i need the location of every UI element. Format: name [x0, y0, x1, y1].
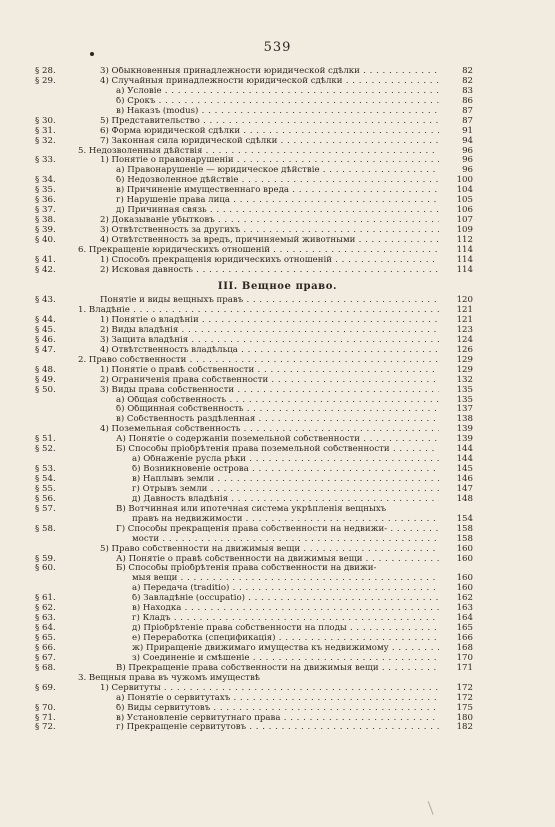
- entry-title: а) Передача (traditio) . . .: [132, 584, 439, 594]
- entry-page-number: 124: [456, 334, 473, 345]
- entry-page-number: 132: [456, 374, 473, 385]
- entry-page-number: 96: [462, 145, 473, 156]
- entry-title: Г) Способы прекращенія права собственности на недвижи- . . .: [116, 525, 439, 535]
- section-number: § 58.: [35, 523, 56, 534]
- entry-title: а) Правонарушеніе — юридическое дѣйствіе . . .: [116, 166, 439, 176]
- entry-title: 1) Сервитуты . . .: [100, 684, 439, 694]
- entry-title: 3) Защита владѣнія . . .: [100, 336, 439, 346]
- entry-title: 3. Вещныя права въ чужомъ имуществѣ: [78, 673, 260, 683]
- entry-title: в) Установленіе сервитутнаго права . . .: [116, 714, 439, 724]
- section-number: § 46.: [35, 334, 56, 345]
- section-number: § 69.: [35, 682, 56, 693]
- section-number: § 67.: [35, 652, 56, 663]
- page-number: 539: [263, 40, 292, 55]
- entry-title: в) Наплывъ земли . . .: [132, 475, 439, 485]
- section-number: § 41.: [35, 254, 56, 265]
- section-number: § 72.: [35, 722, 56, 733]
- entry-title: 1. Владѣніе . . .: [78, 306, 439, 316]
- entry-page-number: 105: [456, 195, 473, 206]
- section-number: § 42.: [35, 264, 56, 275]
- section-number: § 34.: [35, 175, 56, 186]
- section-heading: [0, 277, 555, 296]
- entry-title: 2) Виды владѣнія . . .: [100, 326, 439, 336]
- section-number: § 68.: [35, 662, 56, 673]
- entry-page-number: 104: [456, 185, 473, 196]
- section-number: § 59.: [35, 553, 56, 564]
- entry-page-number: 112: [456, 234, 473, 245]
- entry-title: а) Условіе . . .: [116, 87, 439, 97]
- entry-title: е) Переработка (спецификація) . . .: [132, 634, 439, 644]
- entry-title: А) Понятіе о правѣ собственности на движимыя вещи . . .: [116, 555, 439, 565]
- entry-title: б) Общинная собственность . . .: [116, 405, 439, 415]
- entry-title: 4) Отвѣтственность за вредъ, причиняемый животными . . .: [100, 236, 439, 246]
- entry-title: 5. Недозволенныя дѣйствія . . .: [78, 147, 439, 157]
- entry-page-number: 138: [456, 414, 473, 425]
- entry-title: 5) Право собственности на движимыя вещи . . .: [100, 545, 439, 555]
- section-number: § 45.: [35, 324, 56, 335]
- section-number: § 55.: [35, 483, 56, 494]
- section-number: § 51.: [35, 434, 56, 445]
- entry-page-number: 94: [462, 135, 473, 146]
- section-number: § 62.: [35, 603, 56, 614]
- entry-title: 1) Понятіе о правѣ собственности . . .: [100, 366, 439, 376]
- section-number: § 40.: [35, 234, 56, 245]
- pencil-mark: [428, 799, 439, 815]
- entry-title: 4) Поземельная собственность . . .: [100, 425, 439, 435]
- entry-title: 3) Отвѣтственность за другихъ . . .: [100, 226, 439, 236]
- entry-title: д) Причинная связь . . .: [116, 206, 439, 216]
- entry-title: 6) Форма юридической сдѣлки . . .: [100, 127, 439, 137]
- entry-page-number: 129: [456, 354, 473, 365]
- entry-title: В) Прекращеніе права собственности на движимыя вещи . . .: [116, 664, 439, 674]
- entry-page-number: 182: [456, 722, 473, 733]
- toc-row: [0, 555, 555, 565]
- section-number: § 33.: [35, 155, 56, 166]
- section-number: § 48.: [35, 364, 56, 375]
- entry-page-number: 146: [456, 474, 473, 485]
- section-number: § 54.: [35, 474, 56, 485]
- section-number: § 30.: [35, 115, 56, 126]
- toc-row: [0, 723, 555, 733]
- entry-page-number: 107: [456, 215, 473, 226]
- entry-page-number: 114: [456, 244, 473, 255]
- section-number: § 66.: [35, 642, 56, 653]
- entry-page-number: 86: [462, 95, 473, 106]
- entry-page-number: 154: [456, 513, 473, 524]
- entry-title: 1) Понятіе о правонарушеніи . . .: [100, 156, 439, 166]
- entry-page-number: 158: [456, 523, 473, 534]
- entry-page-number: 126: [456, 344, 473, 355]
- entry-page-number: 121: [456, 315, 473, 326]
- entry-title: Б) Способы пріобрѣтенія права собственности на движи-: [116, 564, 377, 574]
- entry-page-number: 83: [462, 85, 473, 96]
- entry-title: 6. Прекращеніе юридическихъ отношеній . . .: [78, 246, 439, 256]
- entry-page-number: 135: [456, 384, 473, 395]
- entry-title: 1) Способъ прекращенія юридическихъ отношеній . . .: [100, 256, 439, 266]
- section-number: § 52.: [35, 444, 56, 455]
- section-number: § 43.: [35, 295, 56, 306]
- entry-page-number: 162: [456, 593, 473, 604]
- section-number: § 39.: [35, 225, 56, 235]
- ink-dot: [90, 52, 94, 56]
- section-number: § 50.: [35, 384, 56, 395]
- toc-row: [0, 495, 555, 505]
- section-number: § 60.: [35, 563, 56, 574]
- entry-title: 2. Право собственности . . .: [78, 356, 439, 366]
- entry-page-number: 144: [456, 454, 473, 465]
- entry-page-number: 144: [456, 444, 473, 455]
- entry-page-number: 123: [456, 324, 473, 335]
- toc-row: [0, 664, 555, 674]
- entry-page-number: 160: [456, 543, 473, 554]
- entry-title: б) Завладѣніе (occupatio) . . .: [132, 594, 439, 604]
- section-number: § 65.: [35, 633, 56, 644]
- entry-title: г) Прекращеніе сервитутовъ . . .: [116, 723, 439, 733]
- section-number: § 71.: [35, 712, 56, 723]
- entry-page-number: 175: [456, 702, 473, 713]
- entry-title: 4) Случайныя принадлежности юридической сдѣлки . . .: [100, 77, 439, 87]
- entry-page-number: 168: [456, 642, 473, 653]
- section-number: § 36.: [35, 195, 56, 206]
- entry-page-number: 171: [456, 662, 473, 673]
- entry-title: мости . . .: [132, 535, 439, 545]
- entry-page-number: 166: [456, 633, 473, 644]
- section-number: § 61.: [35, 593, 56, 604]
- section-number: § 47.: [35, 344, 56, 355]
- entry-page-number: 96: [462, 155, 473, 166]
- entry-page-number: 172: [456, 692, 473, 703]
- entry-title: 1) Понятіе о владѣніи . . .: [100, 316, 439, 326]
- entry-title: 4) Отвѣтственность владѣльца . . .: [100, 346, 439, 356]
- entry-page-number: 114: [456, 254, 473, 265]
- section-number: § 64.: [35, 623, 56, 634]
- entry-title: а) Обнаженіе русла рѣки . . .: [132, 455, 439, 465]
- toc-row: [0, 266, 555, 277]
- entry-title: ж) Приращеніе движимаго имущества къ недвижимому . . .: [132, 644, 439, 654]
- entry-title: 7) Законная сила юридической сдѣлки . . .: [100, 137, 439, 147]
- section-number: § 44.: [35, 315, 56, 326]
- entry-page-number: 96: [462, 165, 473, 176]
- section-number: § 35.: [35, 185, 56, 196]
- entry-page-number: 180: [456, 712, 473, 723]
- section-number: § 28.: [35, 66, 56, 76]
- entry-title: г) Отрывъ земли . . .: [132, 485, 439, 495]
- entry-title: Б) Способы пріобрѣтенія права поземельной собственности . . .: [116, 445, 439, 455]
- section-number: § 37.: [35, 205, 56, 216]
- entry-page-number: 164: [456, 613, 473, 624]
- entry-page-number: 120: [456, 295, 473, 306]
- entry-page-number: 114: [456, 264, 473, 275]
- section-number: § 57.: [35, 503, 56, 514]
- entry-page-number: 135: [456, 394, 473, 405]
- entry-page-number: 172: [456, 682, 473, 693]
- entry-page-number: 139: [456, 434, 473, 445]
- entry-page-number: 165: [456, 623, 473, 634]
- section-number: § 32.: [35, 135, 56, 146]
- entry-title: а) Общая собственность . . .: [116, 396, 439, 406]
- entry-page-number: 170: [456, 652, 473, 663]
- section-number: § 70.: [35, 702, 56, 713]
- entry-page-number: 158: [456, 533, 473, 544]
- section-heading-text: III. Вещное право.: [217, 281, 338, 293]
- entry-title: 2) Исковая давность . . .: [100, 266, 439, 276]
- entry-page-number: 100: [456, 175, 473, 186]
- entry-title: д) Пріобрѣтеніе права собственности на плоды . . .: [132, 624, 439, 634]
- section-number: § 56.: [35, 493, 56, 504]
- entry-title: в) Наказъ (modus) . . .: [116, 107, 439, 117]
- entry-title: мыя вещи . . .: [132, 574, 439, 584]
- entry-page-number: 137: [456, 404, 473, 415]
- entry-page-number: 129: [456, 364, 473, 375]
- entry-page-number: 147: [456, 483, 473, 494]
- entry-title: г) Кладъ . . .: [132, 614, 439, 624]
- entry-page-number: 87: [462, 105, 473, 116]
- entry-title: 3) Обыкновенныя принадлежности юридической сдѣлки . . .: [100, 67, 439, 77]
- section-number: § 63.: [35, 613, 56, 624]
- entry-page-number: 82: [462, 75, 473, 86]
- entry-title: а) Понятіе о сервитутахъ . . .: [116, 694, 439, 704]
- entry-page-number: 148: [456, 493, 473, 504]
- entry-page-number: 91: [462, 125, 473, 136]
- entry-page-number: 163: [456, 603, 473, 614]
- entry-title: Понятіе и виды вещныхъ правъ . . .: [100, 296, 439, 306]
- entry-title: в) Собственность раздѣленная . . .: [116, 415, 439, 425]
- entry-page-number: 139: [456, 424, 473, 435]
- entry-page-number: 160: [456, 583, 473, 594]
- entry-title: б) Возникновеніе острова . . .: [132, 465, 439, 475]
- entry-title: 2) Ограниченія права собственности . . .: [100, 376, 439, 386]
- entry-page-number: 121: [456, 305, 473, 316]
- section-number: § 49.: [35, 374, 56, 385]
- entry-title: г) Нарушеніе права лица . . .: [116, 196, 439, 206]
- section-number: § 29.: [35, 75, 56, 86]
- entry-title: 2) Доказываніе убытковъ . . .: [100, 216, 439, 226]
- entry-title: в) Причиненіе имущественнаго вреда . . .: [116, 186, 439, 196]
- entry-page-number: 160: [456, 553, 473, 564]
- entry-title: б) Срокъ . . .: [116, 97, 439, 107]
- toc-row: [0, 137, 555, 147]
- section-number: § 31.: [35, 125, 56, 136]
- entry-page-number: 87: [462, 115, 473, 126]
- entry-title: правъ на недвижимости . . .: [132, 515, 439, 525]
- entry-title: В) Вотчинная или ипотечная система укрѣпленія вещныхъ: [116, 504, 387, 514]
- entry-title: А) Понятіе о содержаніи поземельной собственности . . .: [116, 435, 439, 445]
- entry-title: в) Находка . . .: [132, 604, 439, 614]
- entry-title: д) Давность владѣнія . . .: [132, 495, 439, 505]
- entry-page-number: 145: [456, 464, 473, 475]
- entry-page-number: 109: [456, 225, 473, 235]
- section-number: § 38.: [35, 215, 56, 226]
- entry-page-number: 160: [456, 573, 473, 584]
- entry-page-number: 82: [462, 66, 473, 76]
- table-of-contents: [0, 67, 555, 733]
- section-number: § 53.: [35, 464, 56, 475]
- entry-title: б) Недозволенное дѣйствіе . . .: [116, 176, 439, 186]
- entry-title: 3) Виды права собственности . . .: [100, 386, 439, 396]
- entry-title: б) Виды сервитутовъ . . .: [116, 704, 439, 714]
- entry-title: з) Соединеніе и смѣшеніе . . .: [132, 654, 439, 664]
- entry-title: 5) Представительство . . .: [100, 117, 439, 127]
- entry-page-number: 106: [456, 205, 473, 216]
